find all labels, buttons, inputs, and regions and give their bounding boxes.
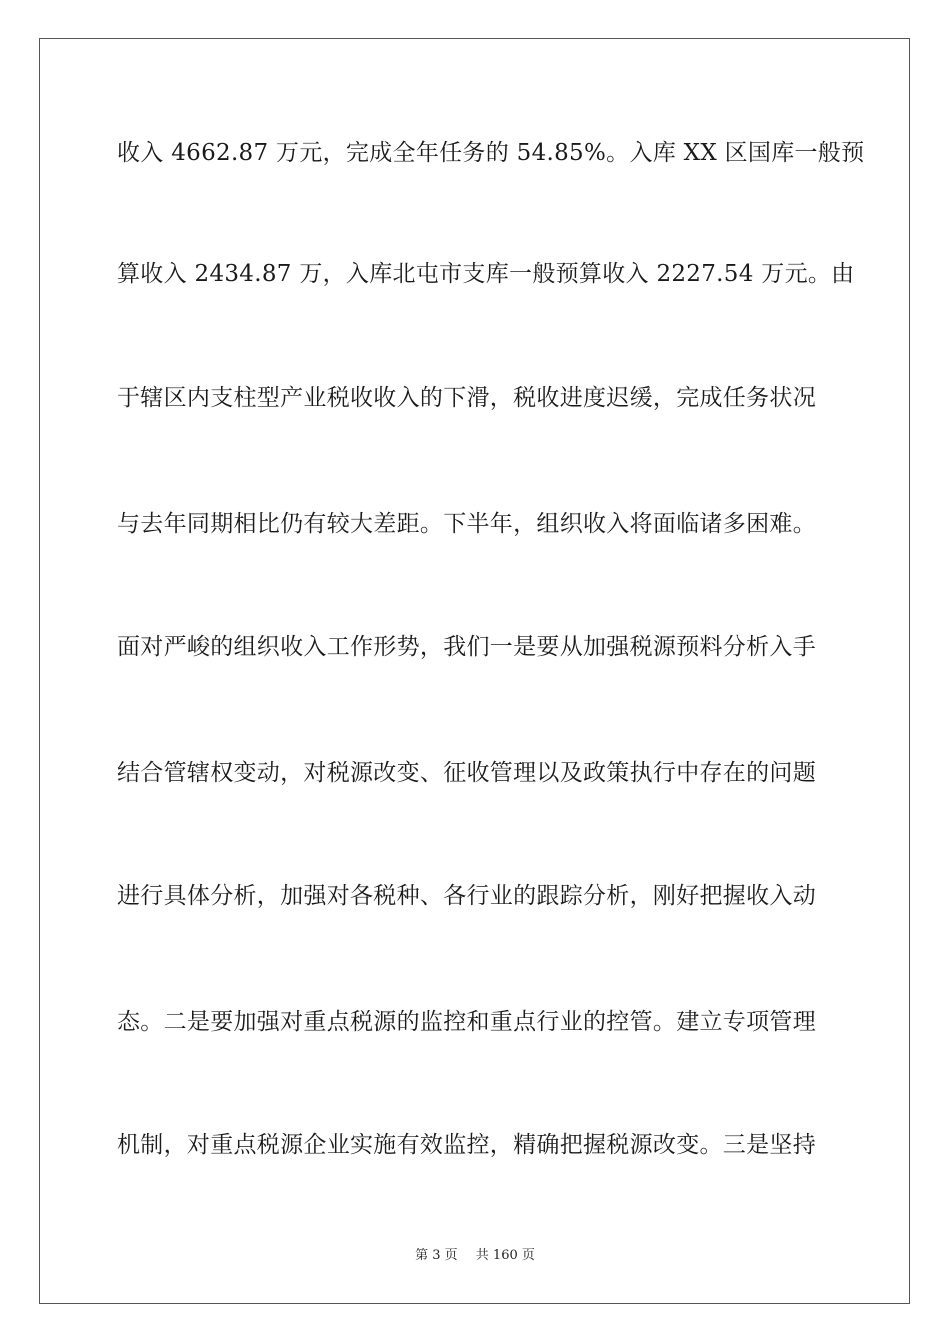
paragraph-line: 收入 4662.87 万元，完成全年任务的 54.85%。入库 XX 区国库一般预: [117, 140, 865, 166]
page-footer: [0, 1247, 950, 1265]
paragraph-line: 于辖区内支柱型产业税收收入的下滑，税收进度迟缓，完成任务状况: [117, 385, 816, 411]
page-total: 共 160 页: [475, 1248, 535, 1263]
paragraph-line: 进行具体分析，加强对各税种、各行业的跟踪分析，刚好把握收入动: [117, 883, 816, 909]
paragraph-line: 算收入 2434.87 万，入库北屯市支库一般预算收入 2227.54 万元。由: [117, 261, 855, 287]
paragraph-line: 态。二是要加强对重点税源的监控和重点行业的控管。建立专项管理: [117, 1009, 816, 1035]
page-border: [39, 38, 910, 1304]
paragraph-line: 结合管辖权变动，对税源改变、征收管理以及政策执行中存在的问题: [117, 760, 816, 786]
paragraph-line: 与去年同期相比仍有较大差距。下半年，组织收入将面临诸多困难。: [117, 511, 816, 537]
page-number: 第 3 页: [415, 1248, 458, 1263]
paragraph-line: 机制，对重点税源企业实施有效监控，精确把握税源改变。三是坚持: [117, 1132, 816, 1158]
paragraph-line: 面对严峻的组织收入工作形势，我们一是要从加强税源预料分析入手: [117, 634, 816, 660]
